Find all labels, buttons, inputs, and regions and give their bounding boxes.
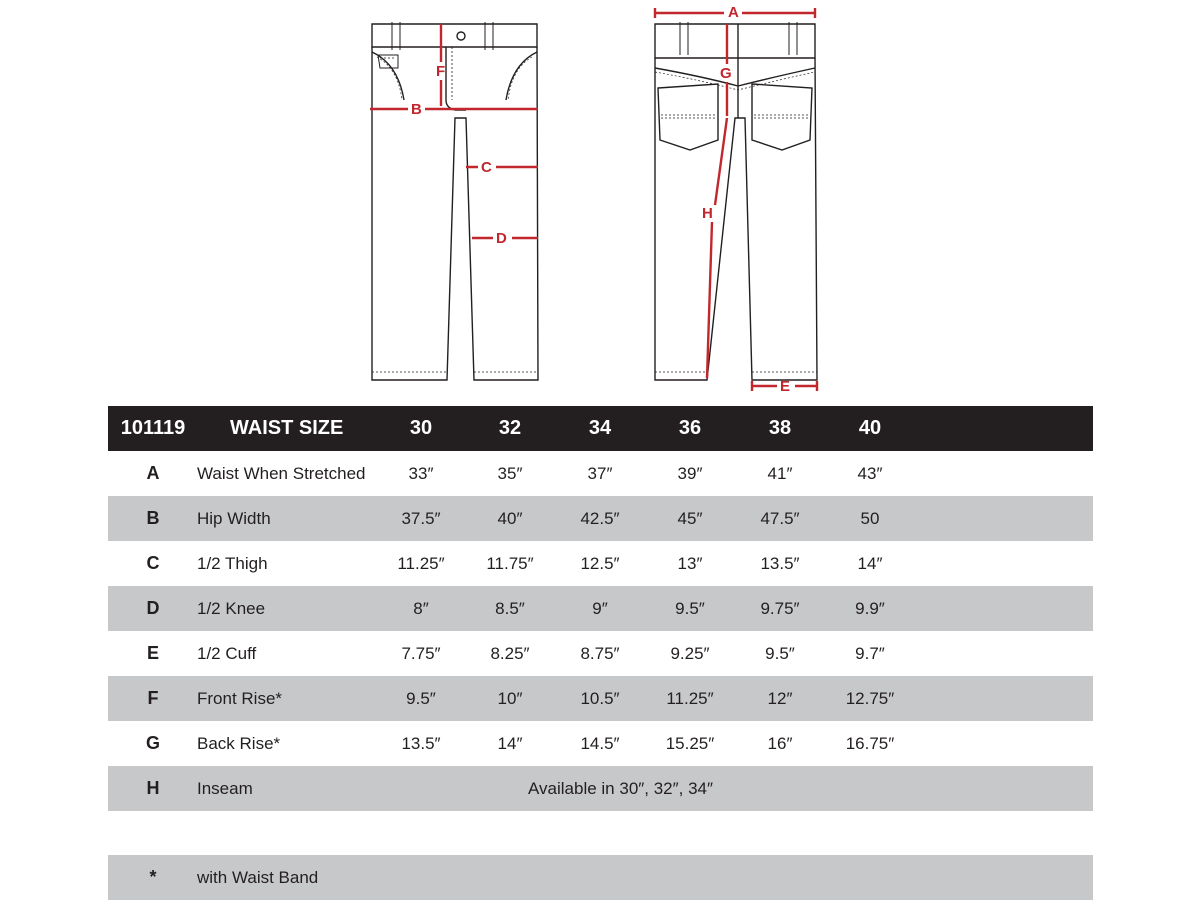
table-row xyxy=(108,586,1093,631)
value-cell: 8.5″ xyxy=(495,598,525,618)
size-40-header: 40 xyxy=(858,417,882,439)
dimension-label-d: D xyxy=(496,230,507,247)
value-cell: 12.75″ xyxy=(845,688,895,708)
row-letter: G xyxy=(145,733,160,753)
value-cell: 15.25″ xyxy=(665,733,715,753)
size-30-header: 30 xyxy=(409,417,433,439)
inseam-row xyxy=(108,766,1093,811)
value-cell: 11.25″ xyxy=(397,553,445,573)
value-cell: 9.9″ xyxy=(855,598,885,618)
value-cell: 42.5″ xyxy=(580,508,620,528)
value-cell: 39″ xyxy=(677,463,703,483)
row-letter: H xyxy=(146,778,160,798)
value-cell: 9.25″ xyxy=(670,643,710,663)
measurement-name: 1/2 Thigh xyxy=(197,553,268,573)
measurement-name: Front Rise* xyxy=(197,688,283,708)
dimension-label-a: A xyxy=(728,4,739,21)
value-cell: 12″ xyxy=(767,688,793,708)
table-row xyxy=(108,496,1093,541)
footnote-text: with Waist Band xyxy=(197,867,319,887)
size-36-header: 36 xyxy=(678,417,702,439)
value-cell: 37″ xyxy=(587,463,613,483)
measurement-name: 1/2 Cuff xyxy=(197,643,257,663)
footnote-row xyxy=(108,855,1093,900)
measurement-name: Inseam xyxy=(197,778,253,798)
size-38-header: 38 xyxy=(768,417,792,439)
value-cell: 8″ xyxy=(413,598,429,618)
size-32-header: 32 xyxy=(498,417,522,439)
value-cell: 8.25″ xyxy=(490,643,530,663)
value-cell: 13″ xyxy=(677,553,703,573)
measurement-name: 1/2 Knee xyxy=(197,598,266,618)
front-view-jeans xyxy=(372,22,538,380)
table-header xyxy=(108,406,1093,451)
table-row xyxy=(108,676,1093,721)
value-cell: 11.75″ xyxy=(486,553,534,573)
dimension-label-g: G xyxy=(720,65,732,82)
value-cell: 16″ xyxy=(767,733,793,753)
back-view-jeans xyxy=(655,22,817,380)
row-letter: D xyxy=(146,598,160,618)
value-cell: 33″ xyxy=(408,463,434,483)
value-cell: 7.75″ xyxy=(401,643,441,663)
row-letter: C xyxy=(146,553,160,573)
value-cell: 9.5″ xyxy=(675,598,705,618)
table-row xyxy=(108,721,1093,766)
size-chart-table xyxy=(108,406,1093,900)
footnote-symbol: * xyxy=(149,867,157,887)
value-cell: 9.7″ xyxy=(855,643,885,663)
value-cell: 43″ xyxy=(857,463,883,483)
value-cell: 35″ xyxy=(497,463,523,483)
measurement-name: Back Rise* xyxy=(197,733,281,753)
value-cell: 37.5″ xyxy=(401,508,441,528)
value-cell: 47.5″ xyxy=(760,508,800,528)
dimension-label-h: H xyxy=(702,205,713,222)
jeans-illustration xyxy=(0,0,1200,400)
dimension-label-c: C xyxy=(481,159,492,176)
row-spacer xyxy=(108,811,1093,855)
value-cell: 9.5″ xyxy=(406,688,436,708)
value-cell: 14″ xyxy=(857,553,883,573)
dimension-label-b: B xyxy=(411,101,422,118)
value-cell: 9.75″ xyxy=(760,598,800,618)
size-34-header: 34 xyxy=(588,417,612,439)
table-row xyxy=(108,541,1093,586)
row-letter: E xyxy=(146,643,159,663)
value-cell: 11.25″ xyxy=(666,688,714,708)
value-cell: 14″ xyxy=(497,733,523,753)
value-cell: 41″ xyxy=(767,463,793,483)
inseam-availability-note: Available in 30″, 32″, 34″ xyxy=(528,778,714,798)
value-cell: 12.5″ xyxy=(580,553,620,573)
value-cell: 13.5″ xyxy=(760,553,800,573)
value-cell: 40″ xyxy=(497,508,523,528)
value-cell: 14.5″ xyxy=(580,733,620,753)
waist-size-heading: WAIST SIZE xyxy=(230,417,344,439)
value-cell: 13.5″ xyxy=(401,733,441,753)
value-cell: 8.75″ xyxy=(580,643,620,663)
product-code: 101119 xyxy=(120,417,186,439)
value-cell: 45″ xyxy=(677,508,703,528)
row-letter: A xyxy=(146,463,160,483)
row-letter: F xyxy=(147,688,159,708)
value-cell: 9.5″ xyxy=(765,643,795,663)
table-row xyxy=(108,631,1093,676)
measurement-name: Waist When Stretched xyxy=(197,463,366,483)
row-letter: B xyxy=(146,508,160,528)
measurement-diagram xyxy=(0,0,1200,400)
value-cell: 16.75″ xyxy=(845,733,895,753)
dimension-label-f: F xyxy=(436,63,446,80)
value-cell: 50 xyxy=(860,508,880,528)
measurement-name: Hip Width xyxy=(197,508,271,528)
value-cell: 10″ xyxy=(497,688,523,708)
dimension-label-e: E xyxy=(780,378,791,395)
value-cell: 9″ xyxy=(592,598,608,618)
value-cell: 10.5″ xyxy=(580,688,620,708)
table-row xyxy=(108,451,1093,496)
